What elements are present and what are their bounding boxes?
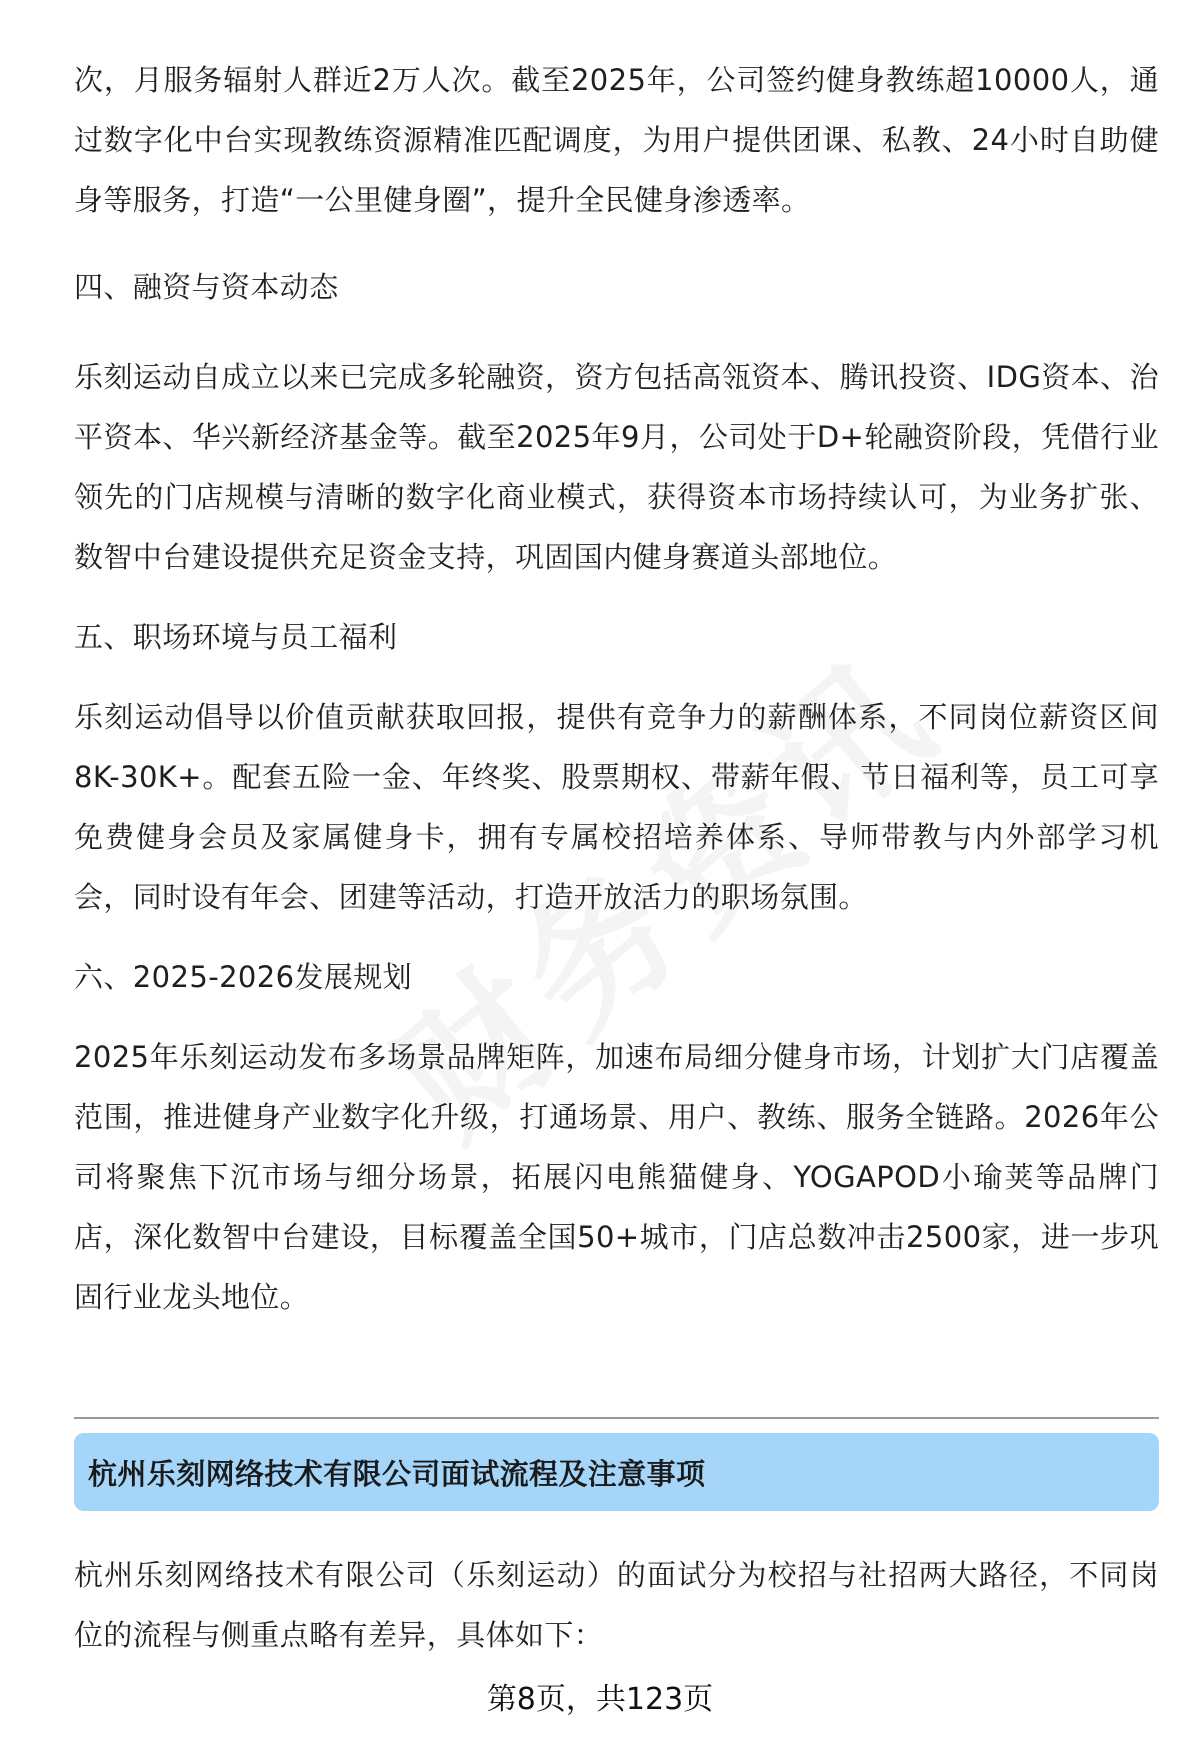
- paragraph-plan: 2025年乐刻运动发布多场景品牌矩阵，加速布局细分健身市场，计划扩大门店覆盖范围，推进健身产业数字化升级，打通场景、用户、教练、服务全链路。2026年公司将聚焦下沉市场与细分场景，拓展闪电熊猫健身、YOGAPOD小瑜荚等品牌门店，深化数智中台建设，目标覆盖全国50+城市，门店总数冲击2500家，进一步巩固行业龙头地位。: [74, 1040, 1159, 1314]
- section-intro-block: [74, 1545, 1159, 1665]
- paragraph-workplace: 乐刻运动倡导以价值贡献获取回报，提供有竞争力的薪酬体系，不同岗位薪资区间8K-30K+。配套五险一金、年终奖、股票期权、带薪年假、节日福利等，员工可享免费健身会员及家属健身卡，拥有专属校招培养体系、导师带教与内外部学习机会，同时设有年会、团建等活动，打造开放活力的职场氛围。: [74, 700, 1159, 914]
- paragraph-stores-coaches: 次，月服务辐射人群近2万人次。截至2025年，公司签约健身教练超10000人，通过数字化中台实现教练资源精准匹配调度，为用户提供团课、私教、24小时自助健身等服务，打造“一公里健身圈”，提升全民健身渗透率。: [74, 63, 1159, 217]
- section-title-bar: [74, 1433, 1159, 1511]
- heading-financing: 四、融资与资本动态: [74, 270, 339, 304]
- section-intro: 杭州乐刻网络技术有限公司（乐刻运动）的面试分为校招与社招两大路径，不同岗位的流程与侧重点略有差异，具体如下：: [74, 1558, 1159, 1652]
- section-title: 杭州乐刻网络技术有限公司面试流程及注意事项: [88, 1456, 706, 1491]
- document-body: [74, 0, 1159, 1327]
- section-divider: [74, 1417, 1159, 1419]
- heading-plan: 六、2025-2026发展规划: [74, 960, 413, 994]
- paragraph-financing: 乐刻运动自成立以来已完成多轮融资，资方包括高瓴资本、腾讯投资、IDG资本、治平资本、华兴新经济基金等。截至2025年9月，公司处于D+轮融资阶段，凭借行业领先的门店规模与清晰的数字化商业模式，获得资本市场持续认可，为业务扩张、数智中台建设提供充足资金支持，巩固国内健身赛道头部地位。: [74, 360, 1159, 574]
- heading-workplace: 五、职场环境与员工福利: [74, 620, 398, 654]
- page-number: 第8页，共123页: [486, 1682, 714, 1717]
